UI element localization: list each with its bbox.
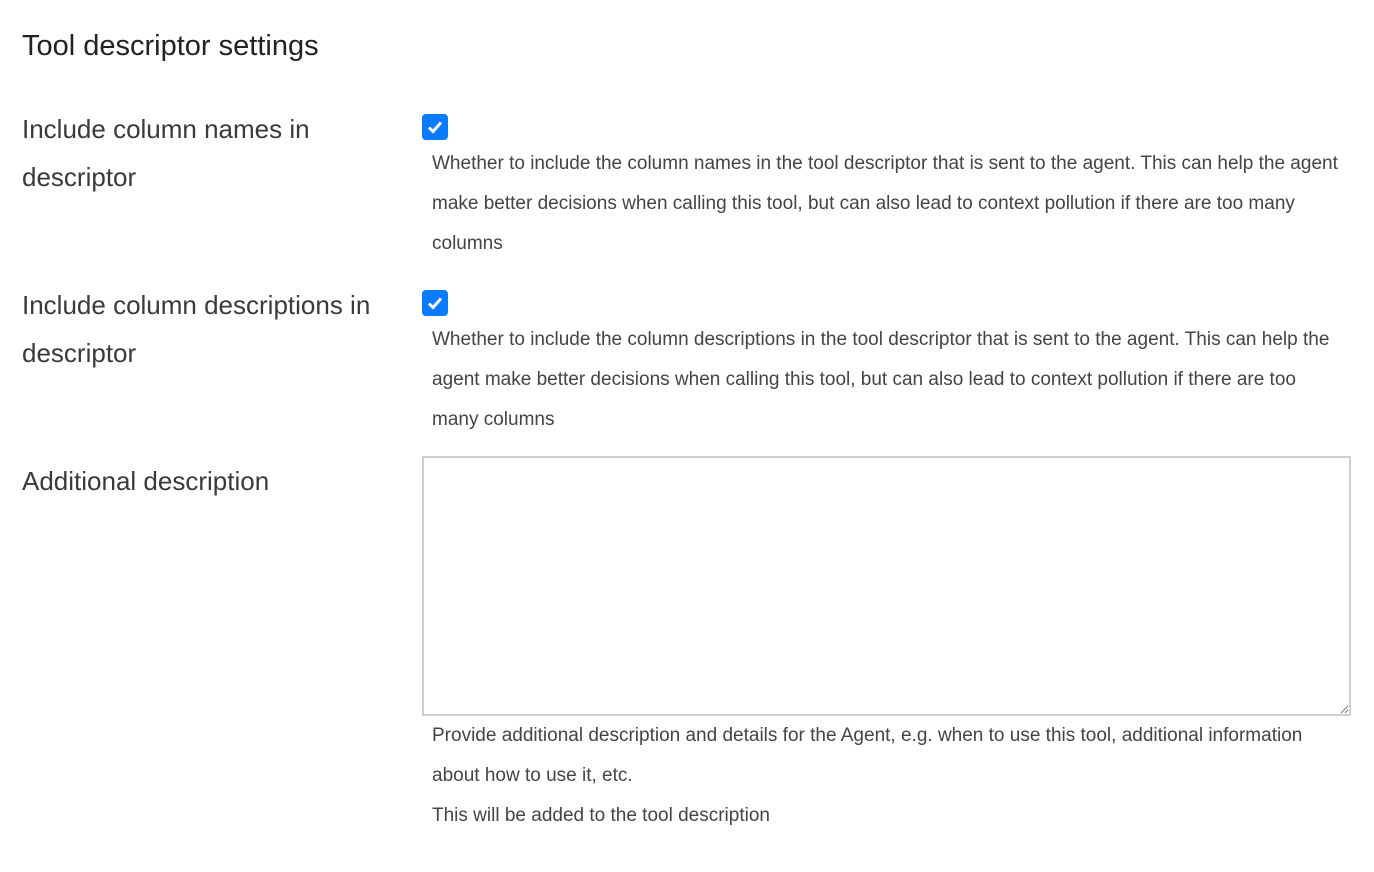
checkmark-icon [426,118,444,136]
additional-description-textarea[interactable] [422,456,1351,716]
additional-description-help-note: This will be added to the tool description [432,805,770,826]
include-column-names-label: Include column names in descriptor [22,114,310,192]
section-title: Tool descriptor settings [22,30,319,62]
checkmark-icon [426,294,444,312]
include-column-names-help: Whether to include the column names in the tool descriptor that is sent to the agent. This can help the agent make better decisions when calling this tool, but can also lead to context pollution if there are too many columns [432,153,1338,254]
additional-description-help: Provide additional description and details for the Agent, e.g. when to use this tool, additional information about how to use it, etc. [432,725,1303,786]
additional-description-label: Additional description [22,466,270,496]
include-column-descriptions-label: Include column descriptions in descriptor [22,290,371,368]
include-column-descriptions-checkbox[interactable] [422,290,448,316]
include-column-names-checkbox[interactable] [422,114,448,140]
include-column-descriptions-help: Whether to include the column descriptions in the tool descriptor that is sent to the agent. This can help the agent make better decisions when calling this tool, but can also lead to context pollution if there are too many columns [432,329,1330,430]
